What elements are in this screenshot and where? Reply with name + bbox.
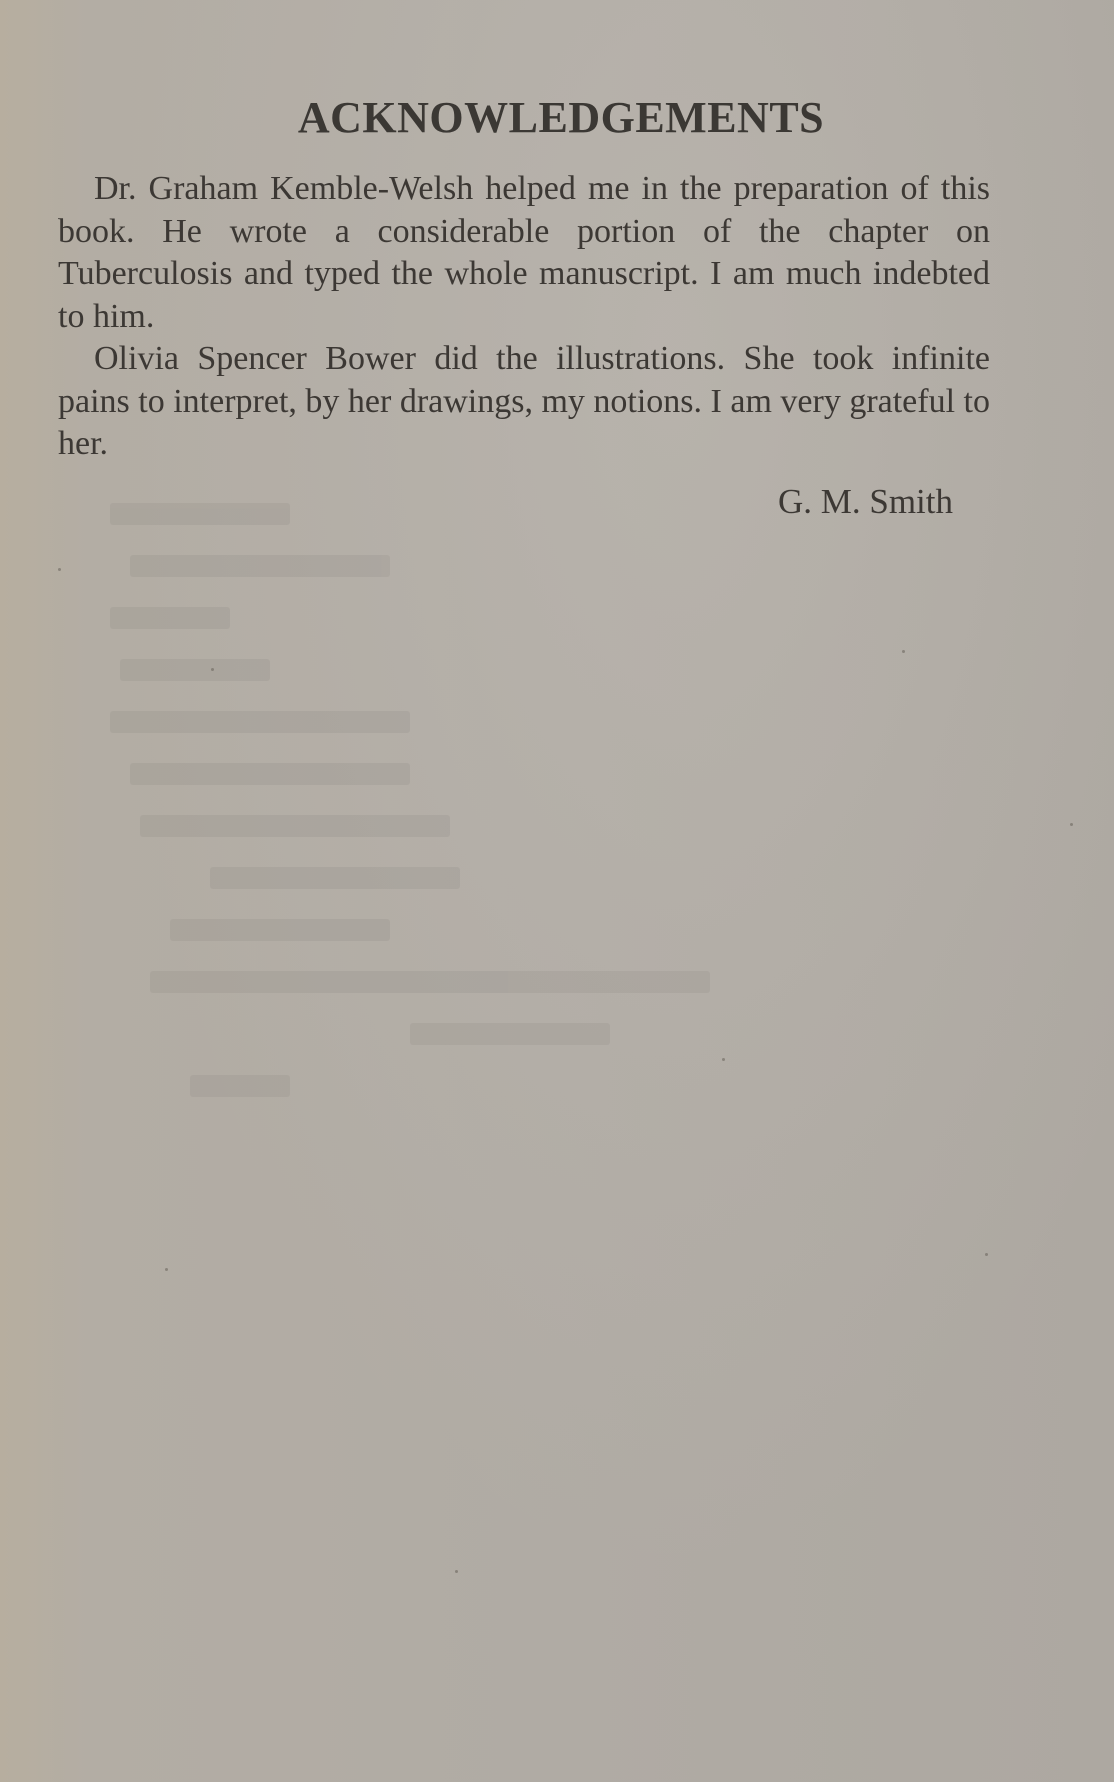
show-through-texture: [110, 490, 1010, 1170]
paper-speck: [455, 1570, 458, 1573]
paper-speck: [165, 1268, 168, 1271]
paragraph: Olivia Spencer Bower did the illustrations. She took infinite pains to interpret, by her drawings, my notions. I am very grateful to her.: [58, 340, 990, 462]
page-title: ACKNOWLEDGEMENTS: [297, 93, 825, 142]
acknowledgements-body: [58, 168, 990, 466]
paper-speck: [211, 668, 214, 671]
paragraph: Dr. Graham Kemble-Welsh helped me in the preparation of this book. He wrote a considerable portion of the chapter on Tuberculosis and typed the whole manuscript. I am much indebted to him.: [58, 170, 990, 335]
paper-speck: [985, 1253, 988, 1256]
paper-speck: [722, 1058, 725, 1061]
author-signature: G. M. Smith: [777, 482, 953, 521]
paper-speck: [1070, 823, 1073, 826]
paper-speck: [58, 568, 61, 571]
paper-speck: [902, 650, 905, 653]
